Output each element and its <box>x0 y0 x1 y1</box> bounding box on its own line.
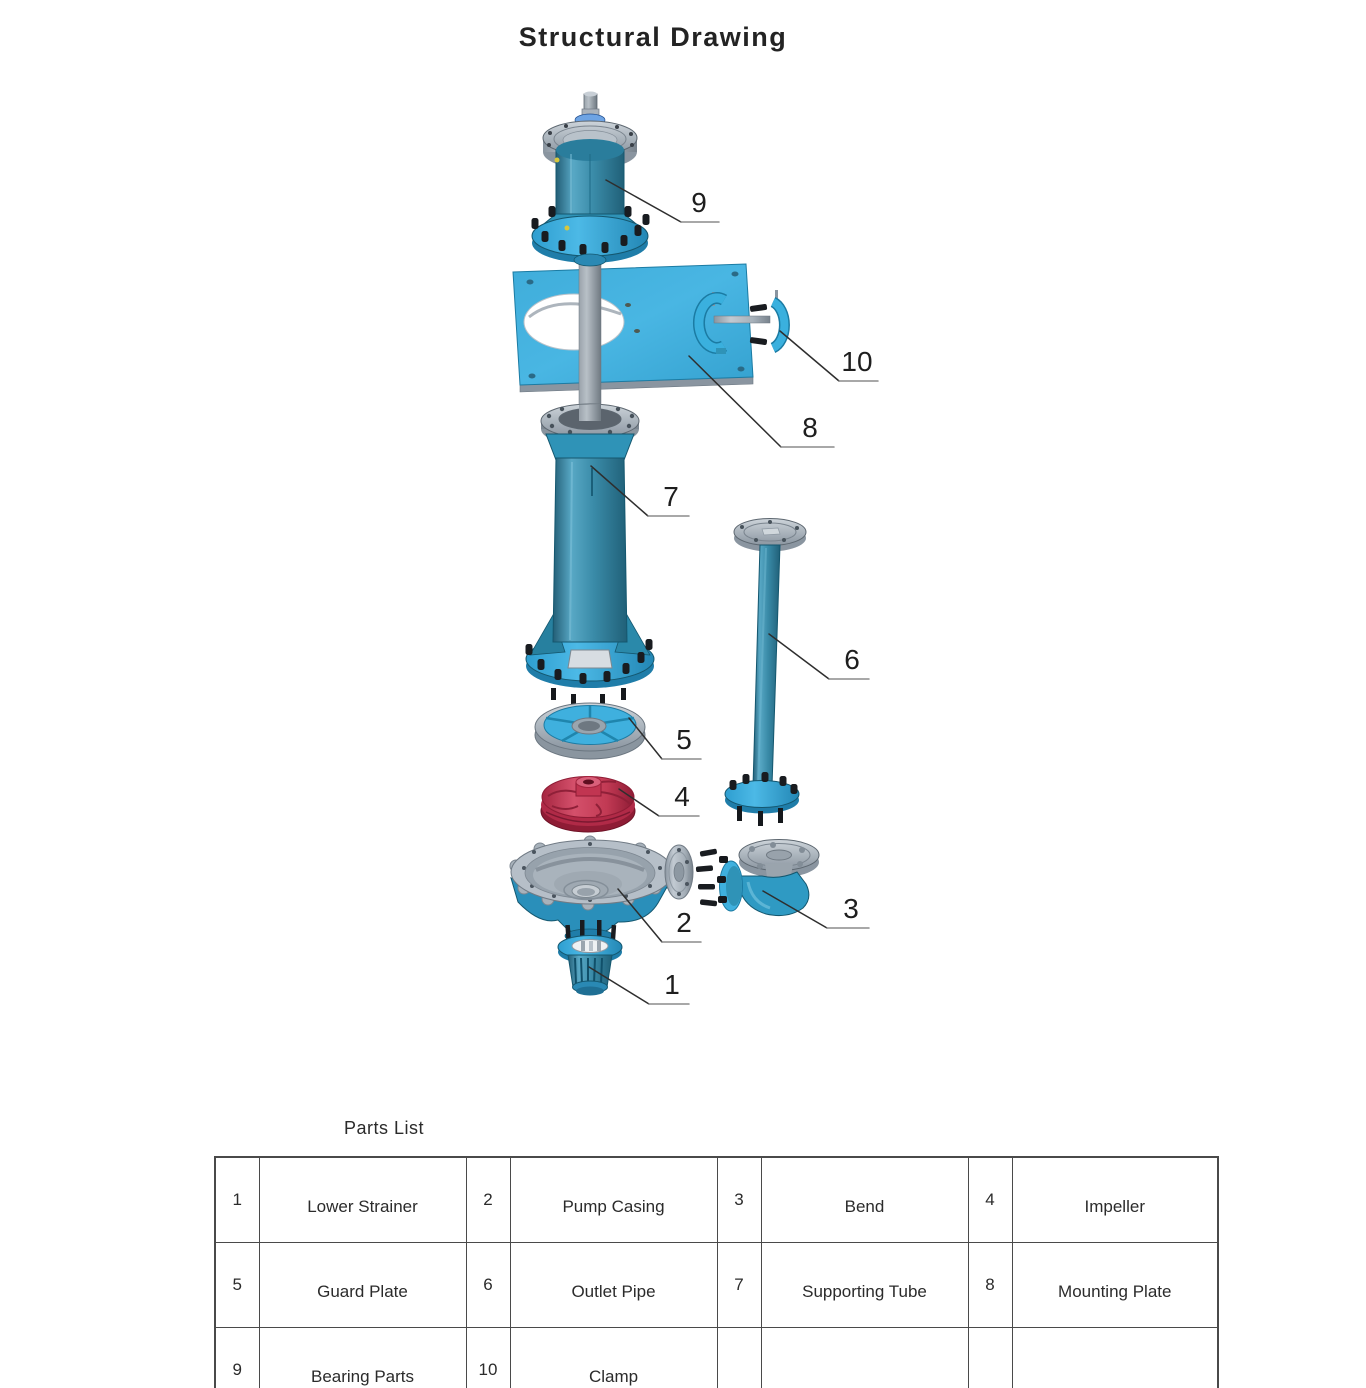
part-name: Bearing Parts <box>259 1328 466 1388</box>
callout-guard-plate: 5 <box>676 724 692 755</box>
part-number: 7 <box>717 1243 761 1328</box>
part-number: 6 <box>466 1243 510 1328</box>
part-name: Clamp <box>510 1328 717 1388</box>
bend-drawing <box>696 840 819 916</box>
parts-table-row <box>215 1157 1218 1243</box>
callout-supporting-tube: 7 <box>663 481 679 512</box>
parts-table-row <box>215 1243 1218 1328</box>
bearing-parts-drawing <box>532 92 650 267</box>
impeller-drawing <box>541 777 635 833</box>
part-name: Bend <box>761 1157 968 1243</box>
part-number: 2 <box>466 1157 510 1243</box>
callout-mounting-plate: 8 <box>802 412 818 443</box>
part-name: Pump Casing <box>510 1157 717 1243</box>
callout-bend: 3 <box>843 893 859 924</box>
part-name: Lower Strainer <box>259 1157 466 1243</box>
part-number: 9 <box>215 1328 259 1388</box>
callout-clamp: 10 <box>841 346 873 377</box>
part-name: Mounting Plate <box>1012 1243 1218 1328</box>
part-number <box>968 1328 1012 1388</box>
part-name: Guard Plate <box>259 1243 466 1328</box>
mounting-plate-drawing <box>513 264 753 392</box>
guard-plate-drawing <box>535 703 645 759</box>
callout-impeller: 4 <box>674 781 690 812</box>
callout-outlet-pipe: 6 <box>844 644 860 675</box>
parts-table <box>214 1156 1219 1388</box>
parts-table-row <box>215 1328 1218 1388</box>
parts-list-heading: Parts List <box>344 1118 425 1138</box>
part-name: Outlet Pipe <box>510 1243 717 1328</box>
part-number: 8 <box>968 1243 1012 1328</box>
callout-lower-strainer: 1 <box>664 969 680 1000</box>
part-name: Supporting Tube <box>761 1243 968 1328</box>
callout-bearing-parts: 9 <box>691 187 707 218</box>
outlet-pipe-drawing <box>725 519 806 827</box>
part-name <box>761 1328 968 1388</box>
part-number <box>717 1328 761 1388</box>
part-number: 4 <box>968 1157 1012 1243</box>
shaft-drawing <box>579 250 601 420</box>
part-name <box>1012 1328 1218 1388</box>
part-number: 1 <box>215 1157 259 1243</box>
part-number: 5 <box>215 1243 259 1328</box>
part-number: 10 <box>466 1328 510 1388</box>
part-number: 3 <box>717 1157 761 1243</box>
supporting-tube-drawing <box>526 404 655 706</box>
part-name: Impeller <box>1012 1157 1218 1243</box>
page-title: Structural Drawing <box>518 22 788 52</box>
callout-pump-casing: 2 <box>676 907 692 938</box>
